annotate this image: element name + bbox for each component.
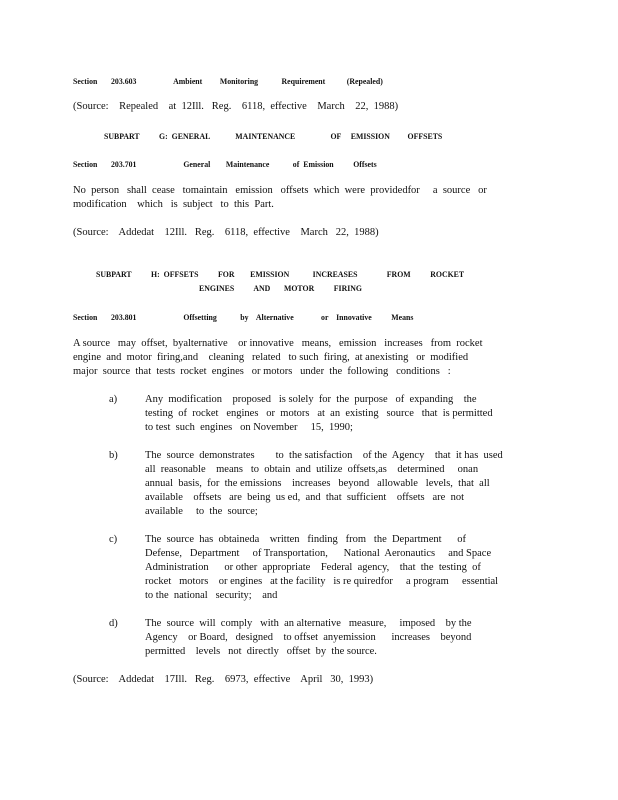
list-item-c-line-4: rocket motors or engines at the facility is re quiredfor a program essential [145, 576, 499, 587]
list-item-d-line-3: permitted levels not directly offset by the source. [145, 646, 377, 657]
section-203-801-intro-line-3: major source that tests rocket engines or motors under the following conditions : [73, 366, 451, 377]
list-item-b-line-2: all reasonable means to obtain and utilize offsets,as determined onan [145, 464, 479, 475]
list-item-label-c: c) [109, 534, 118, 545]
list-item-a-line-3: to test such engines on November 15, 1990; [145, 422, 353, 433]
section-203-801-intro-line-2: engine and motor firing,and cleaning related to such firing, at anexisting or modified [73, 352, 469, 363]
subpart-h-heading-line-1: SUBPART H: OFFSETS FOR EMISSION INCREASES FROM ROCKET [96, 269, 465, 279]
list-item-label-d: d) [109, 618, 118, 629]
list-item-b-line-4: available offsets are being us ed, and that sufficient offsets are not [145, 492, 464, 503]
list-item-c-line-2: Defense, Department of Transportation, National Aeronautics and Space [145, 548, 492, 559]
section-203-701-heading: Section 203.701 General Maintenance of Emission Offsets [73, 159, 377, 169]
section-203-701-source-note: (Source: Addedat 12Ill. Reg. 6118, effective March 22, 1988) [73, 227, 379, 238]
section-203-801-source-note: (Source: Addedat 17Ill. Reg. 6973, effective April 30, 1993) [73, 674, 374, 685]
list-item-c-line-3: Administration or other appropriate Federal agency, that the testing of [145, 562, 481, 573]
section-203-701-body-line-1: No person shall cease tomaintain emission offsets which were providedfor a source or [73, 185, 487, 196]
list-item-d-line-2: Agency or Board, designed to offset anyemission increases beyond [145, 632, 472, 643]
list-item-a-line-2: testing of rocket engines or motors at an existing source that is permitted [145, 408, 493, 419]
subpart-h-heading-line-2: ENGINES AND MOTOR FIRING [199, 283, 363, 293]
list-item-b-line-5: available to the source; [145, 506, 258, 517]
subpart-g-heading: SUBPART G: GENERAL MAINTENANCE OF EMISSION OFFSETS [104, 131, 443, 141]
list-item-c-line-1: The source has obtaineda written finding from the Department of [145, 534, 467, 545]
list-item-b-line-1: The source demonstrates to the satisfaction of the Agency that it has used [145, 450, 503, 461]
list-item-label-b: b) [109, 450, 118, 461]
list-item-label-a: a) [109, 394, 118, 405]
list-item-c-line-5: to the national security; and [145, 590, 278, 601]
list-item-a-line-1: Any modification proposed is solely for the purpose of expanding the [145, 394, 477, 405]
section-203-603-heading: Section 203.603 Ambient Monitoring Requirement (Repealed) [73, 76, 383, 86]
list-item-b-line-3: annual basis, for the emissions increases beyond allowable levels, that all [145, 478, 490, 489]
section-203-801-heading: Section 203.801 Offsetting by Alternative or Innovative Means [73, 312, 414, 322]
section-203-701-body-line-2: modification which is subject to this Part. [73, 199, 274, 210]
list-item-d-line-1: The source will comply with an alternative measure, imposed by the [145, 618, 472, 629]
section-203-603-source-note: (Source: Repealed at 12Ill. Reg. 6118, effective March 22, 1988) [73, 101, 399, 112]
section-203-801-intro-line-1: A source may offset, byalternative or innovative means, emission increases from rocket [73, 338, 483, 349]
